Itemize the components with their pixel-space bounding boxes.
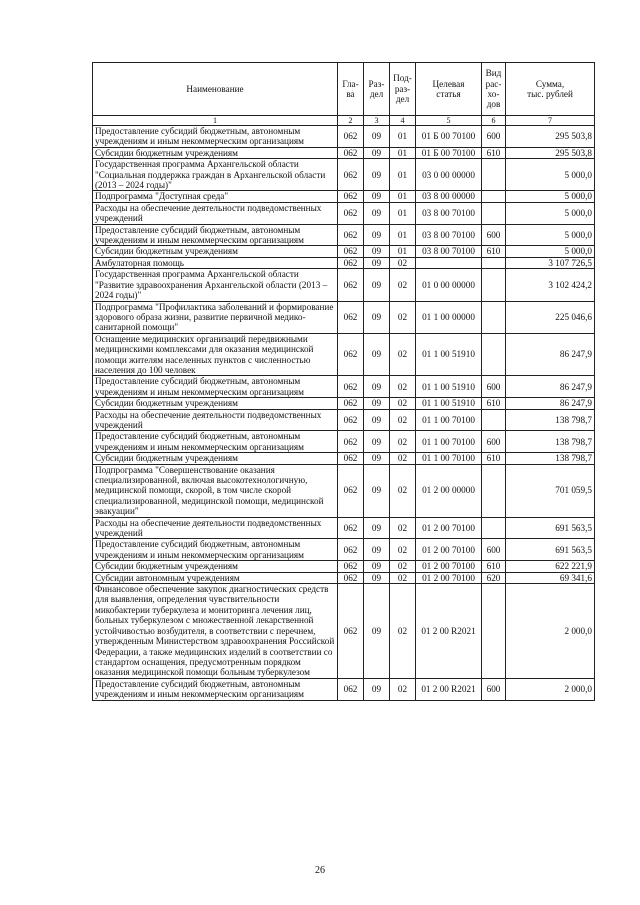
cell-vid: 610: [482, 561, 506, 572]
cell-glava: 062: [338, 409, 364, 431]
cell-podrazdel: 02: [390, 301, 416, 333]
cell-razdel: 09: [364, 431, 390, 453]
cell-podrazdel: 02: [390, 376, 416, 398]
cell-razdel: 09: [364, 126, 390, 148]
cell-name: Предоставление субсидий бюджетным, автономным учреждениям и иным некоммерческим организациям: [93, 126, 338, 148]
cell-glava: 062: [338, 376, 364, 398]
cell-razdel: 09: [364, 224, 390, 246]
table-row: [93, 159, 595, 191]
budget-table: [92, 62, 595, 701]
header-target: Целевая статья: [416, 63, 482, 116]
table-row: [93, 269, 595, 301]
cell-sum: 691 563,5: [506, 539, 595, 561]
numbering-cell: 7: [506, 116, 595, 126]
cell-glava: 062: [338, 202, 364, 224]
cell-razdel: 09: [364, 257, 390, 268]
cell-vid: [482, 301, 506, 333]
cell-name: Амбулаторная помощь: [93, 257, 338, 268]
cell-name: Расходы на обеспечение деятельности подведомственных учреждений: [93, 409, 338, 431]
cell-name: Оснащение медицинских организаций передвижными медицинскими комплексами для оказания медицинской помощи жителям населенных пунктов с численностью населения до 100 человек: [93, 333, 338, 376]
cell-target: 01 2 00 70100: [416, 539, 482, 561]
table-body: [93, 126, 595, 701]
cell-name: Субсидии бюджетным учреждениям: [93, 453, 338, 464]
cell-name: Предоставление субсидий бюджетным, автономным учреждениям и иным некоммерческим организациям: [93, 431, 338, 453]
numbering-cell: 6: [482, 116, 506, 126]
cell-razdel: 09: [364, 269, 390, 301]
cell-target: 03 8 00 70100: [416, 202, 482, 224]
table-row: [93, 224, 595, 246]
cell-podrazdel: 01: [390, 159, 416, 191]
cell-podrazdel: 01: [390, 224, 416, 246]
numbering-cell: 2: [338, 116, 364, 126]
cell-sum: 86 247,9: [506, 333, 595, 376]
table-row: [93, 301, 595, 333]
cell-razdel: 09: [364, 376, 390, 398]
cell-sum: 138 798,7: [506, 453, 595, 464]
cell-name: Предоставление субсидий бюджетным, автономным учреждениям и иным некоммерческим организациям: [93, 224, 338, 246]
header-podrazdel: Под- раз- дел: [390, 63, 416, 116]
cell-razdel: 09: [364, 678, 390, 700]
cell-vid: 600: [482, 126, 506, 148]
cell-glava: 062: [338, 572, 364, 583]
cell-target: 01 2 00 70100: [416, 517, 482, 539]
table-row: [93, 517, 595, 539]
cell-sum: 5 000,0: [506, 224, 595, 246]
cell-razdel: 09: [364, 191, 390, 202]
table-row: [93, 398, 595, 409]
header-glava: Гла- ва: [338, 63, 364, 116]
cell-sum: 3 107 726,5: [506, 257, 595, 268]
cell-sum: 3 102 424,2: [506, 269, 595, 301]
cell-podrazdel: 02: [390, 584, 416, 679]
table-row: [93, 561, 595, 572]
table-row: [93, 572, 595, 583]
header-vid: Вид рас- хо- дов: [482, 63, 506, 116]
cell-podrazdel: 02: [390, 453, 416, 464]
cell-name: Подпрограмма "Профилактика заболеваний и формирование здорового образа жизни, развитие первичной медико-санитарной помощи": [93, 301, 338, 333]
numbering-cell: 1: [93, 116, 338, 126]
cell-razdel: 09: [364, 561, 390, 572]
cell-glava: 062: [338, 464, 364, 517]
cell-target: 01 1 00 70100: [416, 409, 482, 431]
cell-glava: 062: [338, 431, 364, 453]
cell-glava: 062: [338, 678, 364, 700]
table-row: [93, 453, 595, 464]
cell-name: Субсидии бюджетным учреждениям: [93, 561, 338, 572]
cell-target: 01 0 00 00000: [416, 269, 482, 301]
cell-target: 01 1 00 70100: [416, 453, 482, 464]
cell-podrazdel: 02: [390, 678, 416, 700]
cell-name: Субсидии бюджетным учреждениям: [93, 398, 338, 409]
table-row: [93, 584, 595, 679]
cell-name: Расходы на обеспечение деятельности подведомственных учреждений: [93, 202, 338, 224]
cell-podrazdel: 01: [390, 191, 416, 202]
cell-glava: 062: [338, 191, 364, 202]
cell-target: 01 1 00 51910: [416, 398, 482, 409]
cell-razdel: 09: [364, 464, 390, 517]
cell-vid: 610: [482, 453, 506, 464]
cell-vid: 610: [482, 398, 506, 409]
cell-vid: 600: [482, 376, 506, 398]
cell-vid: [482, 409, 506, 431]
cell-sum: 701 059,5: [506, 464, 595, 517]
cell-glava: 062: [338, 584, 364, 679]
header-row: [93, 63, 595, 116]
cell-podrazdel: 02: [390, 464, 416, 517]
cell-podrazdel: 01: [390, 126, 416, 148]
numbering-cell: 4: [390, 116, 416, 126]
cell-podrazdel: 02: [390, 539, 416, 561]
cell-target: 01 2 00 00000: [416, 464, 482, 517]
cell-razdel: 09: [364, 202, 390, 224]
cell-sum: 86 247,9: [506, 398, 595, 409]
cell-sum: 225 046,6: [506, 301, 595, 333]
table-row: [93, 246, 595, 257]
cell-glava: 062: [338, 301, 364, 333]
cell-vid: [482, 269, 506, 301]
numbering-cell: 5: [416, 116, 482, 126]
cell-sum: 69 341,6: [506, 572, 595, 583]
cell-name: Субсидии автономным учреждениям: [93, 572, 338, 583]
cell-razdel: 09: [364, 409, 390, 431]
table-row: [93, 257, 595, 268]
header-name: Наименование: [93, 63, 338, 116]
cell-razdel: 09: [364, 301, 390, 333]
table-row: [93, 147, 595, 158]
cell-podrazdel: 01: [390, 147, 416, 158]
cell-vid: 610: [482, 246, 506, 257]
cell-sum: 295 503,8: [506, 126, 595, 148]
cell-sum: 5 000,0: [506, 159, 595, 191]
cell-glava: 062: [338, 539, 364, 561]
cell-podrazdel: 02: [390, 409, 416, 431]
cell-target: 01 2 00 R2021: [416, 678, 482, 700]
header-sum: Сумма, тыс. рублей: [506, 63, 595, 116]
cell-vid: 600: [482, 539, 506, 561]
cell-target: [416, 257, 482, 268]
cell-target: 01 2 00 70100: [416, 561, 482, 572]
cell-target: 01 2 00 70100: [416, 572, 482, 583]
table-row: [93, 539, 595, 561]
cell-name: Предоставление субсидий бюджетным, автономным учреждениям и иным некоммерческим организациям: [93, 376, 338, 398]
cell-vid: 610: [482, 147, 506, 158]
cell-vid: 600: [482, 431, 506, 453]
cell-vid: 600: [482, 678, 506, 700]
cell-target: 01 1 00 51910: [416, 333, 482, 376]
cell-glava: 062: [338, 561, 364, 572]
cell-podrazdel: 02: [390, 431, 416, 453]
cell-razdel: 09: [364, 246, 390, 257]
cell-name: Предоставление субсидий бюджетным, автономным учреждениям и иным некоммерческим организациям: [93, 678, 338, 700]
table-row: [93, 376, 595, 398]
cell-vid: [482, 517, 506, 539]
cell-glava: 062: [338, 126, 364, 148]
page-number: 26: [315, 865, 325, 876]
cell-vid: [482, 191, 506, 202]
cell-target: 01 2 00 R2021: [416, 584, 482, 679]
table-row: [93, 431, 595, 453]
cell-target: 01 1 00 00000: [416, 301, 482, 333]
cell-razdel: 09: [364, 517, 390, 539]
cell-target: 03 8 00 70100: [416, 246, 482, 257]
table-row: [93, 464, 595, 517]
numbering-cell: 3: [364, 116, 390, 126]
cell-target: 01 1 00 70100: [416, 431, 482, 453]
cell-sum: 5 000,0: [506, 202, 595, 224]
cell-sum: 86 247,9: [506, 376, 595, 398]
cell-podrazdel: 02: [390, 517, 416, 539]
cell-razdel: 09: [364, 398, 390, 409]
cell-sum: 5 000,0: [506, 246, 595, 257]
cell-sum: 2 000,0: [506, 678, 595, 700]
cell-sum: 138 798,7: [506, 431, 595, 453]
cell-name: Расходы на обеспечение деятельности подведомственных учреждений: [93, 517, 338, 539]
cell-glava: 062: [338, 246, 364, 257]
table-row: [93, 333, 595, 376]
cell-name: Государственная программа Архангельской области "Социальная поддержка граждан в Архангельской области (2013 – 2024 годы)": [93, 159, 338, 191]
cell-name: Подпрограмма "Совершенствование оказания специализированной, включая высокотехнологичную, медицинской помощи, скорой, в том числе скорой специализированной, медицинской помощи, медицинской эвакуации": [93, 464, 338, 517]
cell-razdel: 09: [364, 572, 390, 583]
cell-glava: 062: [338, 517, 364, 539]
cell-razdel: 09: [364, 539, 390, 561]
cell-sum: 622 221,9: [506, 561, 595, 572]
cell-target: 01 Б 00 70100: [416, 126, 482, 148]
cell-vid: [482, 333, 506, 376]
cell-razdel: 09: [364, 453, 390, 464]
cell-podrazdel: 02: [390, 572, 416, 583]
cell-vid: 600: [482, 224, 506, 246]
table-row: [93, 678, 595, 700]
cell-sum: 691 563,5: [506, 517, 595, 539]
cell-podrazdel: 02: [390, 398, 416, 409]
cell-target: 03 8 00 00000: [416, 191, 482, 202]
cell-sum: 295 503,8: [506, 147, 595, 158]
cell-glava: 062: [338, 224, 364, 246]
numbering-row: [93, 116, 595, 126]
cell-vid: [482, 584, 506, 679]
cell-podrazdel: 02: [390, 333, 416, 376]
cell-name: Предоставление субсидий бюджетным, автономным учреждениям и иным некоммерческим организациям: [93, 539, 338, 561]
cell-razdel: 09: [364, 147, 390, 158]
cell-name: Субсидии бюджетным учреждениям: [93, 246, 338, 257]
cell-glava: 062: [338, 398, 364, 409]
cell-target: 03 0 00 00000: [416, 159, 482, 191]
table-row: [93, 126, 595, 148]
cell-name: Субсидии бюджетным учреждениям: [93, 147, 338, 158]
cell-target: 03 8 00 70100: [416, 224, 482, 246]
cell-name: Финансовое обеспечение закупок диагностических средств для выявления, определения чувствительности микобактерии туберкулеза и мониторинга лечения лиц, больных туберкулезом с множественной лекарственной устойчивостью возбудителя, в соответствии с перечнем, утвержденным Министерством здравоохранения Российской Федерации, а также медицинских изделий в соответствии со стандартом оснащения, предусмотренным порядком оказания медицинской помощи больным туберкулезом: [93, 584, 338, 679]
cell-sum: 2 000,0: [506, 584, 595, 679]
cell-glava: 062: [338, 147, 364, 158]
cell-vid: [482, 257, 506, 268]
header-razdel: Раз- дел: [364, 63, 390, 116]
cell-vid: [482, 464, 506, 517]
cell-name: Государственная программа Архангельской области "Развитие здравоохранения Архангельской области (2013 – 2024 годы)": [93, 269, 338, 301]
cell-glava: 062: [338, 269, 364, 301]
table-row: [93, 191, 595, 202]
cell-razdel: 09: [364, 584, 390, 679]
cell-glava: 062: [338, 453, 364, 464]
cell-name: Подпрограмма "Доступная среда": [93, 191, 338, 202]
cell-podrazdel: 01: [390, 202, 416, 224]
cell-razdel: 09: [364, 333, 390, 376]
cell-razdel: 09: [364, 159, 390, 191]
cell-vid: 620: [482, 572, 506, 583]
cell-target: 01 Б 00 70100: [416, 147, 482, 158]
cell-podrazdel: 02: [390, 257, 416, 268]
cell-podrazdel: 01: [390, 246, 416, 257]
cell-sum: 5 000,0: [506, 191, 595, 202]
cell-podrazdel: 02: [390, 269, 416, 301]
cell-glava: 062: [338, 159, 364, 191]
cell-vid: [482, 202, 506, 224]
cell-glava: 062: [338, 333, 364, 376]
cell-sum: 138 798,7: [506, 409, 595, 431]
cell-vid: [482, 159, 506, 191]
table-row: [93, 202, 595, 224]
cell-glava: 062: [338, 257, 364, 268]
cell-podrazdel: 02: [390, 561, 416, 572]
cell-target: 01 1 00 51910: [416, 376, 482, 398]
table-row: [93, 409, 595, 431]
